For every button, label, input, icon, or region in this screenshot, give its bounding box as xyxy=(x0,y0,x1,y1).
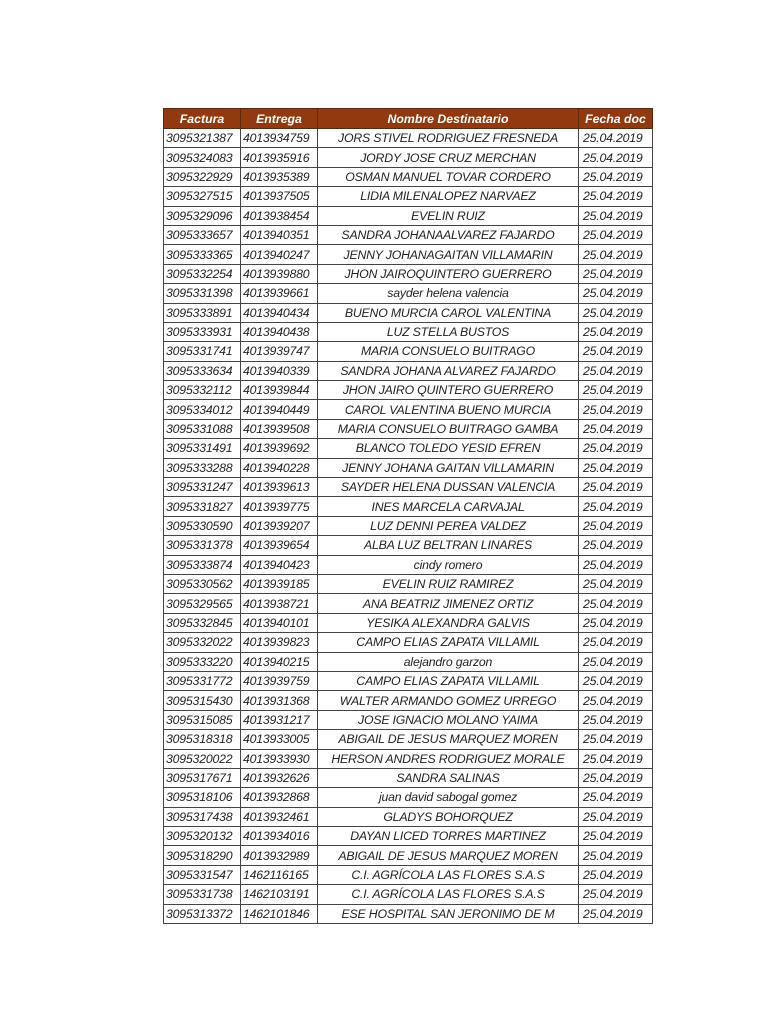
fecha-cell: 25.04.2019 xyxy=(579,555,653,574)
table-row xyxy=(164,284,653,303)
factura-cell: 3095331491 xyxy=(164,439,241,458)
entrega-cell: 4013932868 xyxy=(241,788,318,807)
table-row xyxy=(164,400,653,419)
table-row xyxy=(164,516,653,535)
entrega-cell: 4013935916 xyxy=(241,148,318,167)
fecha-cell: 25.04.2019 xyxy=(579,264,653,283)
table-row xyxy=(164,788,653,807)
nombre-cell: GLADYS BOHORQUEZ xyxy=(318,807,579,826)
nombre-cell: JENNY JOHANAGAITAN VILLAMARIN xyxy=(318,245,579,264)
factura-cell: 3095320022 xyxy=(164,749,241,768)
factura-cell: 3095331547 xyxy=(164,865,241,884)
header-entrega: Entrega xyxy=(241,109,318,129)
table-row xyxy=(164,885,653,904)
table-row xyxy=(164,749,653,768)
entrega-cell: 4013939844 xyxy=(241,381,318,400)
nombre-cell: EVELIN RUIZ xyxy=(318,206,579,225)
factura-cell: 3095313372 xyxy=(164,904,241,923)
table-row xyxy=(164,652,653,671)
entrega-cell: 4013939508 xyxy=(241,419,318,438)
entrega-cell: 4013939185 xyxy=(241,574,318,593)
table-row xyxy=(164,730,653,749)
table-row xyxy=(164,555,653,574)
entrega-cell: 4013939692 xyxy=(241,439,318,458)
nombre-cell: WALTER ARMANDO GOMEZ URREGO xyxy=(318,691,579,710)
fecha-cell: 25.04.2019 xyxy=(579,768,653,787)
fecha-cell: 25.04.2019 xyxy=(579,284,653,303)
table-row xyxy=(164,206,653,225)
nombre-cell: juan david sabogal gomez xyxy=(318,788,579,807)
entrega-cell: 4013940101 xyxy=(241,613,318,632)
fecha-cell: 25.04.2019 xyxy=(579,807,653,826)
nombre-cell: JORS STIVEL RODRIGUEZ FRESNEDA xyxy=(318,129,579,148)
nombre-cell: ESE HOSPITAL SAN JERONIMO DE M xyxy=(318,904,579,923)
fecha-cell: 25.04.2019 xyxy=(579,516,653,535)
entrega-cell: 4013939747 xyxy=(241,342,318,361)
nombre-cell: DAYAN LICED TORRES MARTINEZ xyxy=(318,827,579,846)
factura-cell: 3095333931 xyxy=(164,322,241,341)
entrega-cell: 1462101846 xyxy=(241,904,318,923)
factura-cell: 3095331378 xyxy=(164,536,241,555)
table-row xyxy=(164,536,653,555)
nombre-cell: ANA BEATRIZ JIMENEZ ORTIZ xyxy=(318,594,579,613)
fecha-cell: 25.04.2019 xyxy=(579,167,653,186)
table-row xyxy=(164,439,653,458)
factura-cell: 3095331398 xyxy=(164,284,241,303)
nombre-cell: ABIGAIL DE JESUS MARQUEZ MOREN xyxy=(318,730,579,749)
fecha-cell: 25.04.2019 xyxy=(579,613,653,632)
factura-cell: 3095333657 xyxy=(164,225,241,244)
fecha-cell: 25.04.2019 xyxy=(579,342,653,361)
fecha-cell: 25.04.2019 xyxy=(579,322,653,341)
invoice-table xyxy=(163,108,653,924)
table-row xyxy=(164,497,653,516)
table-row xyxy=(164,245,653,264)
nombre-cell: CAMPO ELIAS ZAPATA VILLAMIL xyxy=(318,633,579,652)
table-row xyxy=(164,846,653,865)
entrega-cell: 4013934016 xyxy=(241,827,318,846)
factura-cell: 3095318318 xyxy=(164,730,241,749)
header-row xyxy=(164,109,653,129)
nombre-cell: SANDRA SALINAS xyxy=(318,768,579,787)
nombre-cell: BLANCO TOLEDO YESID EFREN xyxy=(318,439,579,458)
entrega-cell: 4013931217 xyxy=(241,710,318,729)
fecha-cell: 25.04.2019 xyxy=(579,885,653,904)
nombre-cell: C.I. AGRÍCOLA LAS FLORES S.A.S xyxy=(318,865,579,884)
nombre-cell: SANDRA JOHANA ALVAREZ FAJARDO xyxy=(318,361,579,380)
table-row xyxy=(164,419,653,438)
entrega-cell: 4013939775 xyxy=(241,497,318,516)
table-row xyxy=(164,613,653,632)
factura-cell: 3095315085 xyxy=(164,710,241,729)
factura-cell: 3095329096 xyxy=(164,206,241,225)
entrega-cell: 1462116165 xyxy=(241,865,318,884)
factura-cell: 3095333220 xyxy=(164,652,241,671)
table-row xyxy=(164,225,653,244)
nombre-cell: HERSON ANDRES RODRIGUEZ MORALE xyxy=(318,749,579,768)
fecha-cell: 25.04.2019 xyxy=(579,633,653,652)
fecha-cell: 25.04.2019 xyxy=(579,594,653,613)
fecha-cell: 25.04.2019 xyxy=(579,361,653,380)
entrega-cell: 4013939823 xyxy=(241,633,318,652)
fecha-cell: 25.04.2019 xyxy=(579,827,653,846)
factura-cell: 3095331247 xyxy=(164,478,241,497)
entrega-cell: 4013935389 xyxy=(241,167,318,186)
fecha-cell: 25.04.2019 xyxy=(579,788,653,807)
entrega-cell: 4013939759 xyxy=(241,671,318,690)
fecha-cell: 25.04.2019 xyxy=(579,187,653,206)
table-row xyxy=(164,148,653,167)
table-row xyxy=(164,904,653,923)
fecha-cell: 25.04.2019 xyxy=(579,381,653,400)
table-row xyxy=(164,671,653,690)
factura-cell: 3095334012 xyxy=(164,400,241,419)
factura-cell: 3095332254 xyxy=(164,264,241,283)
fecha-cell: 25.04.2019 xyxy=(579,148,653,167)
factura-cell: 3095327515 xyxy=(164,187,241,206)
nombre-cell: ABIGAIL DE JESUS MARQUEZ MOREN xyxy=(318,846,579,865)
factura-cell: 3095320132 xyxy=(164,827,241,846)
entrega-cell: 4013932461 xyxy=(241,807,318,826)
fecha-cell: 25.04.2019 xyxy=(579,497,653,516)
table-row xyxy=(164,187,653,206)
nombre-cell: C.I. AGRÍCOLA LAS FLORES S.A.S xyxy=(318,885,579,904)
fecha-cell: 25.04.2019 xyxy=(579,574,653,593)
fecha-cell: 25.04.2019 xyxy=(579,749,653,768)
entrega-cell: 4013937505 xyxy=(241,187,318,206)
nombre-cell: JORDY JOSE CRUZ MERCHAN xyxy=(318,148,579,167)
fecha-cell: 25.04.2019 xyxy=(579,225,653,244)
nombre-cell: CAROL VALENTINA BUENO MURCIA xyxy=(318,400,579,419)
table-row xyxy=(164,827,653,846)
fecha-cell: 25.04.2019 xyxy=(579,671,653,690)
fecha-cell: 25.04.2019 xyxy=(579,846,653,865)
fecha-cell: 25.04.2019 xyxy=(579,865,653,884)
nombre-cell: JENNY JOHANA GAITAN VILLAMARIN xyxy=(318,458,579,477)
entrega-cell: 4013939654 xyxy=(241,536,318,555)
fecha-cell: 25.04.2019 xyxy=(579,245,653,264)
fecha-cell: 25.04.2019 xyxy=(579,691,653,710)
nombre-cell: JHON JAIROQUINTERO GUERRERO xyxy=(318,264,579,283)
entrega-cell: 4013939661 xyxy=(241,284,318,303)
factura-cell: 3095329565 xyxy=(164,594,241,613)
entrega-cell: 4013938454 xyxy=(241,206,318,225)
fecha-cell: 25.04.2019 xyxy=(579,710,653,729)
table-row xyxy=(164,574,653,593)
fecha-cell: 25.04.2019 xyxy=(579,129,653,148)
table-row xyxy=(164,710,653,729)
fecha-cell: 25.04.2019 xyxy=(579,419,653,438)
table-row xyxy=(164,342,653,361)
factura-cell: 3095317438 xyxy=(164,807,241,826)
factura-cell: 3095333874 xyxy=(164,555,241,574)
factura-cell: 3095332112 xyxy=(164,381,241,400)
nombre-cell: alejandro garzon xyxy=(318,652,579,671)
nombre-cell: LUZ DENNI PEREA VALDEZ xyxy=(318,516,579,535)
factura-cell: 3095333288 xyxy=(164,458,241,477)
factura-cell: 3095333365 xyxy=(164,245,241,264)
entrega-cell: 4013940449 xyxy=(241,400,318,419)
fecha-cell: 25.04.2019 xyxy=(579,458,653,477)
factura-cell: 3095318290 xyxy=(164,846,241,865)
nombre-cell: MARIA CONSUELO BUITRAGO GAMBA xyxy=(318,419,579,438)
table-row xyxy=(164,478,653,497)
nombre-cell: SANDRA JOHANAALVAREZ FAJARDO xyxy=(318,225,579,244)
header-fecha-doc: Fecha doc xyxy=(579,109,653,129)
factura-cell: 3095330590 xyxy=(164,516,241,535)
entrega-cell: 4013940351 xyxy=(241,225,318,244)
factura-cell: 3095318106 xyxy=(164,788,241,807)
fecha-cell: 25.04.2019 xyxy=(579,652,653,671)
entrega-cell: 4013933005 xyxy=(241,730,318,749)
entrega-cell: 4013940423 xyxy=(241,555,318,574)
table-row xyxy=(164,768,653,787)
nombre-cell: OSMAN MANUEL TOVAR CORDERO xyxy=(318,167,579,186)
table-row xyxy=(164,381,653,400)
header-nombre-destinatario: Nombre Destinatario xyxy=(318,109,579,129)
table-row xyxy=(164,303,653,322)
entrega-cell: 4013932626 xyxy=(241,768,318,787)
table-row xyxy=(164,361,653,380)
nombre-cell: MARIA CONSUELO BUITRAGO xyxy=(318,342,579,361)
factura-cell: 3095330562 xyxy=(164,574,241,593)
nombre-cell: CAMPO ELIAS ZAPATA VILLAMIL xyxy=(318,671,579,690)
factura-cell: 3095321387 xyxy=(164,129,241,148)
fecha-cell: 25.04.2019 xyxy=(579,536,653,555)
entrega-cell: 4013940434 xyxy=(241,303,318,322)
entrega-cell: 4013940438 xyxy=(241,322,318,341)
entrega-cell: 4013940339 xyxy=(241,361,318,380)
nombre-cell: LUZ STELLA BUSTOS xyxy=(318,322,579,341)
nombre-cell: EVELIN RUIZ RAMIREZ xyxy=(318,574,579,593)
nombre-cell: sayder helena valencia xyxy=(318,284,579,303)
entrega-cell: 4013931368 xyxy=(241,691,318,710)
factura-cell: 3095322929 xyxy=(164,167,241,186)
nombre-cell: ALBA LUZ BELTRAN LINARES xyxy=(318,536,579,555)
table-row xyxy=(164,264,653,283)
table-row xyxy=(164,129,653,148)
table-row xyxy=(164,322,653,341)
nombre-cell: BUENO MURCIA CAROL VALENTINA xyxy=(318,303,579,322)
entrega-cell: 4013940247 xyxy=(241,245,318,264)
fecha-cell: 25.04.2019 xyxy=(579,730,653,749)
factura-cell: 3095317671 xyxy=(164,768,241,787)
table-row xyxy=(164,167,653,186)
fecha-cell: 25.04.2019 xyxy=(579,904,653,923)
table-row xyxy=(164,865,653,884)
factura-cell: 3095331741 xyxy=(164,342,241,361)
table-row xyxy=(164,633,653,652)
fecha-cell: 25.04.2019 xyxy=(579,478,653,497)
nombre-cell: INES MARCELA CARVAJAL xyxy=(318,497,579,516)
table-row xyxy=(164,458,653,477)
factura-cell: 3095331772 xyxy=(164,671,241,690)
entrega-cell: 4013938721 xyxy=(241,594,318,613)
fecha-cell: 25.04.2019 xyxy=(579,206,653,225)
nombre-cell: JOSE IGNACIO MOLANO YAIMA xyxy=(318,710,579,729)
nombre-cell: LIDIA MILENALOPEZ NARVAEZ xyxy=(318,187,579,206)
entrega-cell: 1462103191 xyxy=(241,885,318,904)
entrega-cell: 4013934759 xyxy=(241,129,318,148)
fecha-cell: 25.04.2019 xyxy=(579,303,653,322)
nombre-cell: JHON JAIRO QUINTERO GUERRERO xyxy=(318,381,579,400)
entrega-cell: 4013940215 xyxy=(241,652,318,671)
factura-cell: 3095333634 xyxy=(164,361,241,380)
factura-cell: 3095331088 xyxy=(164,419,241,438)
factura-cell: 3095333891 xyxy=(164,303,241,322)
factura-cell: 3095331827 xyxy=(164,497,241,516)
header-factura: Factura xyxy=(164,109,241,129)
fecha-cell: 25.04.2019 xyxy=(579,439,653,458)
entrega-cell: 4013933930 xyxy=(241,749,318,768)
nombre-cell: cindy romero xyxy=(318,555,579,574)
factura-cell: 3095331738 xyxy=(164,885,241,904)
factura-cell: 3095324083 xyxy=(164,148,241,167)
factura-cell: 3095315430 xyxy=(164,691,241,710)
nombre-cell: YESIKA ALEXANDRA GALVIS xyxy=(318,613,579,632)
entrega-cell: 4013939207 xyxy=(241,516,318,535)
factura-cell: 3095332022 xyxy=(164,633,241,652)
entrega-cell: 4013940228 xyxy=(241,458,318,477)
entrega-cell: 4013932989 xyxy=(241,846,318,865)
table-row xyxy=(164,807,653,826)
table-row xyxy=(164,691,653,710)
factura-cell: 3095332845 xyxy=(164,613,241,632)
table-row xyxy=(164,594,653,613)
entrega-cell: 4013939880 xyxy=(241,264,318,283)
nombre-cell: SAYDER HELENA DUSSAN VALENCIA xyxy=(318,478,579,497)
entrega-cell: 4013939613 xyxy=(241,478,318,497)
fecha-cell: 25.04.2019 xyxy=(579,400,653,419)
